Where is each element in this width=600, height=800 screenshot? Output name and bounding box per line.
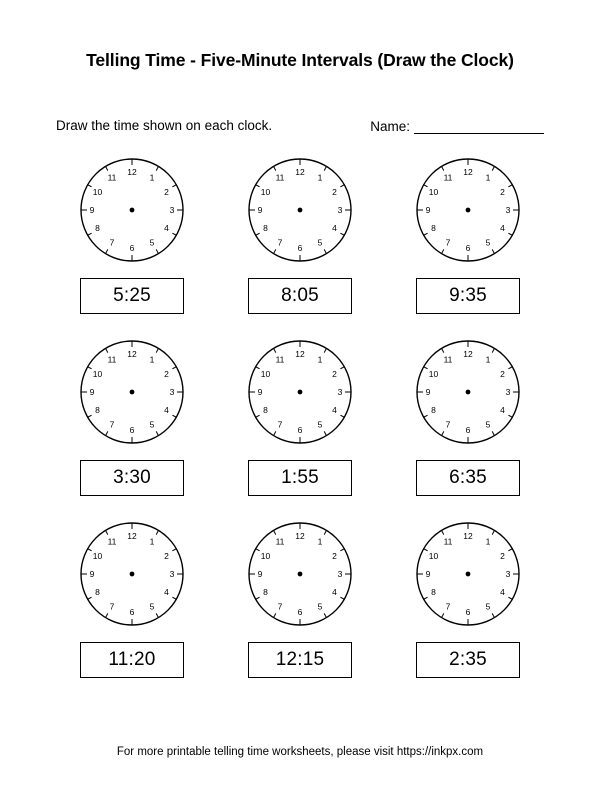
svg-text:11: 11 [275,172,285,183]
svg-text:5: 5 [317,237,323,248]
clock-icon [78,156,186,264]
svg-text:12: 12 [295,167,305,177]
svg-text:5: 5 [317,419,323,430]
svg-text:3: 3 [169,569,175,579]
answer-box[interactable]: 8:05 [248,278,352,314]
svg-text:7: 7 [277,237,283,248]
svg-text:9: 9 [425,205,431,215]
svg-text:1: 1 [149,536,155,547]
svg-text:5: 5 [485,601,491,612]
clock-face [246,520,354,628]
svg-text:8: 8 [263,587,268,597]
svg-text:3: 3 [505,205,511,215]
svg-text:12: 12 [127,531,137,541]
svg-text:10: 10 [92,551,103,561]
svg-text:2: 2 [332,369,337,379]
answer-box[interactable]: 3:30 [80,460,184,496]
svg-text:7: 7 [445,601,451,612]
svg-text:11: 11 [443,536,453,547]
svg-text:1: 1 [317,172,323,183]
svg-text:10: 10 [92,369,103,379]
svg-text:6: 6 [465,425,471,435]
svg-text:6: 6 [465,243,471,253]
svg-text:4: 4 [500,405,505,415]
svg-text:11: 11 [275,354,285,365]
svg-text:7: 7 [445,419,451,430]
svg-text:3: 3 [337,387,343,397]
svg-text:6: 6 [297,425,303,435]
svg-text:10: 10 [428,369,439,379]
clock-icon [246,338,354,446]
svg-text:2: 2 [164,187,169,197]
svg-text:1: 1 [485,172,491,183]
svg-text:11: 11 [443,354,453,365]
svg-text:11: 11 [107,536,117,547]
svg-text:3: 3 [337,205,343,215]
problem-cell [384,156,552,338]
svg-text:3: 3 [337,569,343,579]
svg-text:12: 12 [295,349,305,359]
clock-face [78,520,186,628]
svg-text:5: 5 [149,237,155,248]
svg-text:5: 5 [485,419,491,430]
answer-box[interactable]: 5:25 [80,278,184,314]
svg-text:5: 5 [317,601,323,612]
svg-text:9: 9 [257,205,263,215]
svg-text:2: 2 [332,551,337,561]
svg-text:1: 1 [149,172,155,183]
svg-text:10: 10 [428,187,439,197]
svg-text:8: 8 [431,405,436,415]
svg-text:6: 6 [129,425,135,435]
clock-icon [78,520,186,628]
clock-icon [414,338,522,446]
clock-icon [246,156,354,264]
svg-text:6: 6 [297,607,303,617]
svg-text:5: 5 [485,237,491,248]
clock-face [246,156,354,264]
svg-text:2: 2 [500,551,505,561]
svg-text:9: 9 [425,387,431,397]
clock-face [414,338,522,446]
svg-text:6: 6 [129,243,135,253]
problem-cell [384,338,552,520]
svg-text:4: 4 [332,223,337,233]
svg-text:9: 9 [257,387,263,397]
svg-text:4: 4 [332,405,337,415]
svg-text:4: 4 [164,223,169,233]
svg-text:7: 7 [109,237,115,248]
svg-text:8: 8 [95,587,100,597]
svg-text:2: 2 [500,187,505,197]
clock-icon [414,156,522,264]
name-field-group [370,118,544,134]
clock-face [78,156,186,264]
clock-icon [78,338,186,446]
name-input[interactable] [414,118,544,134]
svg-text:8: 8 [95,405,100,415]
svg-text:9: 9 [89,569,95,579]
svg-text:4: 4 [164,405,169,415]
answer-box[interactable]: 9:35 [416,278,520,314]
svg-text:11: 11 [107,354,117,365]
clock-face [414,156,522,264]
answer-box[interactable]: 12:15 [248,642,352,678]
svg-text:10: 10 [92,187,103,197]
svg-text:3: 3 [505,387,511,397]
clock-icon [414,520,522,628]
problem-cell [48,520,216,702]
svg-text:3: 3 [169,387,175,397]
svg-text:9: 9 [89,205,95,215]
problem-cell [48,338,216,520]
svg-text:1: 1 [485,354,491,365]
answer-box[interactable]: 1:55 [248,460,352,496]
svg-text:7: 7 [445,237,451,248]
answer-box[interactable]: 11:20 [80,642,184,678]
svg-text:12: 12 [127,167,137,177]
problem-cell [384,520,552,702]
svg-text:7: 7 [277,601,283,612]
name-label: Name: [370,119,410,134]
answer-box[interactable]: 6:35 [416,460,520,496]
svg-text:6: 6 [129,607,135,617]
svg-text:4: 4 [164,587,169,597]
svg-text:7: 7 [277,419,283,430]
svg-text:3: 3 [505,569,511,579]
svg-text:4: 4 [500,587,505,597]
instructions-text: Draw the time shown on each clock. [56,118,273,133]
clock-icon [246,520,354,628]
svg-text:12: 12 [463,349,473,359]
svg-text:9: 9 [425,569,431,579]
svg-text:8: 8 [95,223,100,233]
svg-text:6: 6 [297,243,303,253]
svg-text:12: 12 [463,531,473,541]
svg-text:10: 10 [260,369,271,379]
svg-text:2: 2 [332,187,337,197]
svg-text:10: 10 [260,187,271,197]
problem-cell [216,156,384,338]
svg-text:5: 5 [149,601,155,612]
svg-text:5: 5 [149,419,155,430]
svg-text:7: 7 [109,601,115,612]
svg-text:12: 12 [463,167,473,177]
problem-grid [48,156,552,702]
svg-text:3: 3 [169,205,175,215]
svg-text:1: 1 [317,354,323,365]
svg-text:11: 11 [107,172,117,183]
answer-box[interactable]: 2:35 [416,642,520,678]
svg-text:10: 10 [428,551,439,561]
svg-text:4: 4 [332,587,337,597]
svg-text:9: 9 [89,387,95,397]
svg-text:7: 7 [109,419,115,430]
svg-text:1: 1 [317,536,323,547]
svg-text:4: 4 [500,223,505,233]
svg-text:2: 2 [500,369,505,379]
clock-face [414,520,522,628]
clock-face [78,338,186,446]
problem-cell [48,156,216,338]
svg-text:8: 8 [431,223,436,233]
footer-text: For more printable telling time worksheets, please visit https://inkpx.com [116,746,484,758]
svg-text:2: 2 [164,369,169,379]
svg-text:8: 8 [263,405,268,415]
svg-text:11: 11 [275,536,285,547]
svg-text:1: 1 [149,354,155,365]
svg-text:9: 9 [257,569,263,579]
svg-text:12: 12 [127,349,137,359]
svg-text:1: 1 [485,536,491,547]
page-title: Telling Time - Five-Minute Intervals (Draw the Clock) [86,50,514,70]
problem-cell [216,338,384,520]
subheader [56,118,544,140]
svg-text:2: 2 [164,551,169,561]
problem-cell [216,520,384,702]
svg-text:6: 6 [465,607,471,617]
svg-text:12: 12 [295,531,305,541]
svg-text:8: 8 [263,223,268,233]
clock-face [246,338,354,446]
svg-text:8: 8 [431,587,436,597]
svg-text:11: 11 [443,172,453,183]
svg-text:10: 10 [260,551,271,561]
